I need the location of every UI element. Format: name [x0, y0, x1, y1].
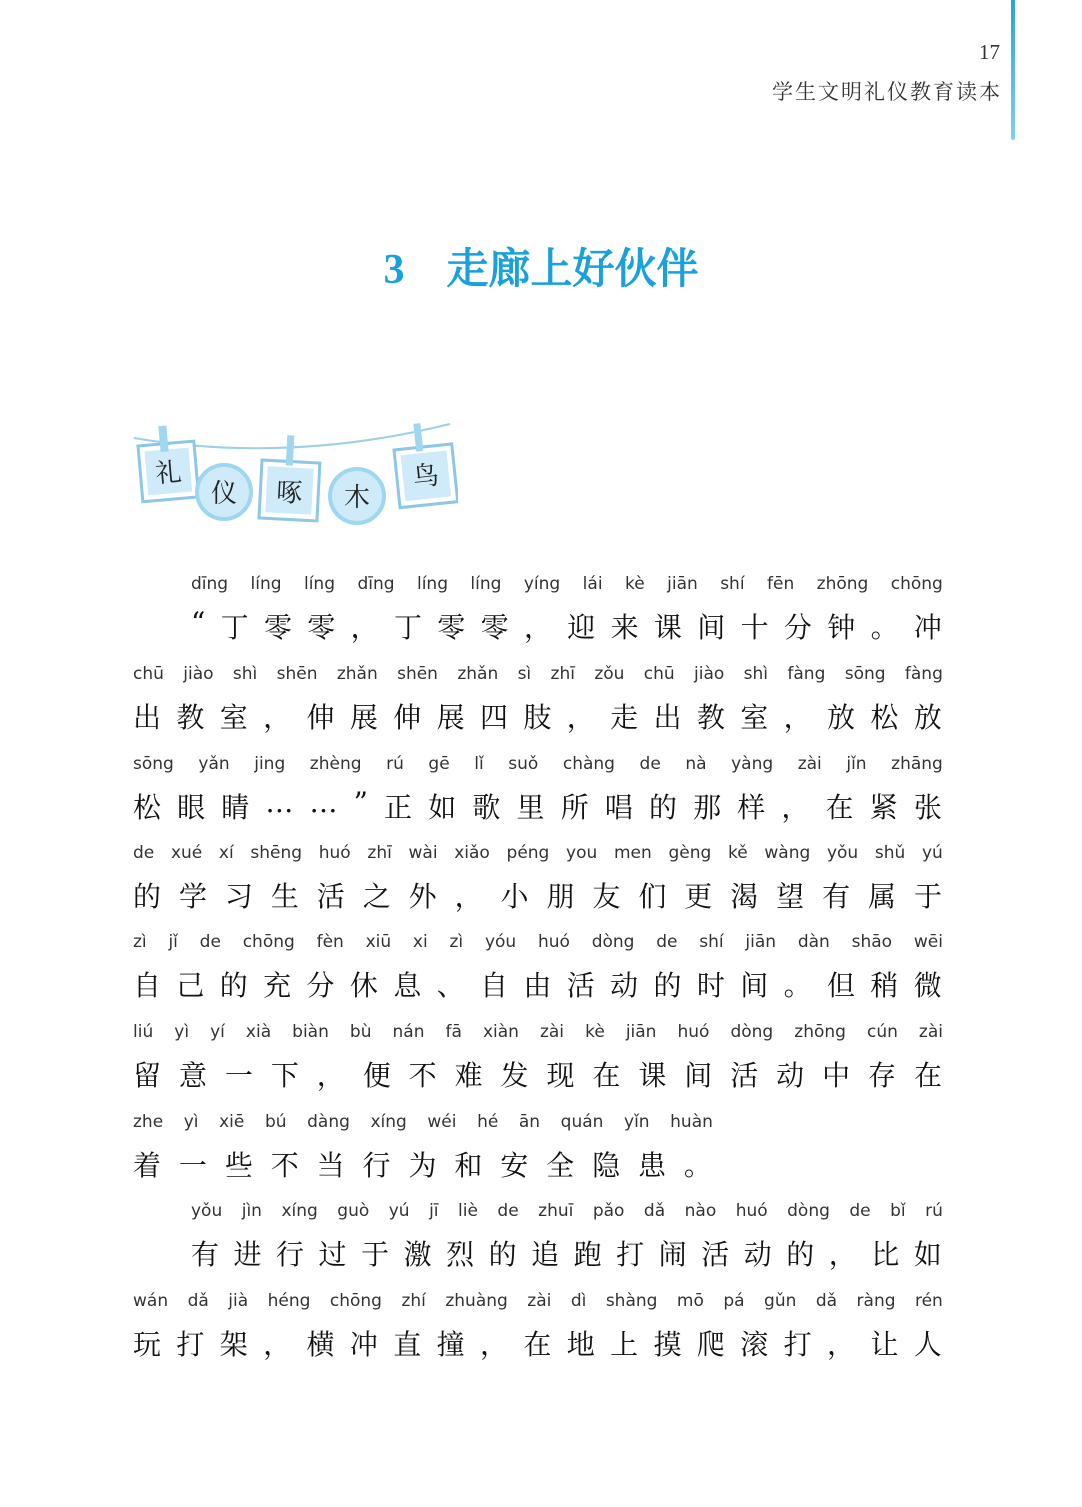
hanzi-line: “ 丁 零 零 ， 丁 零 零 ， 迎 来 课 间 十 分 钟 。 冲: [191, 606, 943, 644]
text-line-8: [133, 1201, 943, 1273]
pinyin-line: liú yì yí xià biàn bù nán fā xiàn zài kè jiān huó dòng zhōng cún zài: [133, 1022, 943, 1042]
banner-card-2: [197, 465, 251, 519]
text-line-6: [133, 1022, 943, 1094]
lesson-number: 3: [383, 247, 405, 293]
banner-char-1: 礼: [154, 457, 183, 490]
pinyin-line: sōng yǎn jing zhèng rú gē lǐ suǒ chàng de nà yàng zài jǐn zhāng: [133, 754, 943, 774]
banner-char-2: 仪: [210, 479, 238, 509]
text-line-7: [133, 1112, 713, 1184]
banner-char-4: 木: [343, 483, 371, 513]
page-number: 17: [979, 40, 1000, 64]
text-line-1: [133, 574, 943, 646]
hanzi-line: 的 学 习 生 活 之 外 ， 小 朋 友 们 更 渴 望 有 属 于: [133, 880, 943, 913]
book-title: 学生文明礼仪教育读本: [772, 80, 1002, 104]
hanzi-line: 玩 打 架 ， 横 冲 直 撞 ， 在 地 上 摸 爬 滚 打 ， 让 人: [133, 1328, 943, 1361]
banner-card-5: [391, 420, 457, 508]
pinyin-line: yǒu jìn xíng guò yú jī liè de zhuī pǎo dǎ nào huó dòng de bǐ rú: [191, 1201, 943, 1221]
hanzi-line: 自 己 的 充 分 休 息 、 自 由 活 动 的 时 间 。 但 稍 微: [133, 969, 943, 1002]
hanzi-line: 留 意 一 下 ， 便 不 难 发 现 在 课 间 活 动 中 存 在: [133, 1059, 943, 1092]
banner-char-3: 啄: [275, 477, 304, 510]
etiquette-woodpecker-banner: [128, 420, 458, 530]
text-line-5: [133, 932, 943, 1004]
lesson-title: [0, 236, 1082, 296]
pinyin-line: zhe yì xiē bú dàng xíng wéi hé ān quán yǐn huàn: [133, 1112, 713, 1132]
pinyin-line: wán dǎ jià héng chōng zhí zhuàng zài dì shàng mō pá gǔn dǎ ràng rén: [133, 1291, 943, 1311]
banner-card-1: [136, 423, 198, 502]
banner-card-4: [330, 469, 384, 523]
hanzi-line: 有 进 行 过 于 激 烈 的 追 跑 打 闹 活 动 的 ， 比 如: [191, 1238, 943, 1271]
pinyin-line: chū jiào shì shēn zhǎn shēn zhǎn sì zhī zǒu chū jiào shì fàng sōng fàng: [133, 664, 943, 684]
pinyin-line: zì jǐ de chōng fèn xiū xi zì yóu huó dòng de shí jiān dàn shāo wēi: [133, 932, 943, 952]
lesson-name: 走廊上好伙伴: [446, 244, 699, 293]
hanzi-line: 出 教 室 ， 伸 展 伸 展 四 肢 ， 走 出 教 室 ， 放 松 放: [133, 701, 943, 734]
text-line-2: [133, 664, 943, 736]
text-line-4: [133, 843, 943, 915]
hanzi-line: 松 眼 睛 … … ” 正 如 歌 里 所 唱 的 那 样 ， 在 紧 张: [133, 786, 943, 824]
pinyin-line: dīng líng líng dīng líng líng yíng lái kè jiān shí fēn zhōng chōng: [191, 574, 943, 594]
pinyin-line: de xué xí shēng huó zhī wài xiǎo péng you men gèng kě wàng yǒu shǔ yú: [133, 843, 943, 863]
text-line-3: [133, 754, 943, 826]
banner-char-5: 鸟: [411, 460, 441, 494]
text-line-9: [133, 1291, 943, 1363]
edge-bar: [1011, 0, 1015, 140]
hanzi-line: 着 一 些 不 当 行 为 和 安 全 隐 患 。: [133, 1149, 713, 1182]
